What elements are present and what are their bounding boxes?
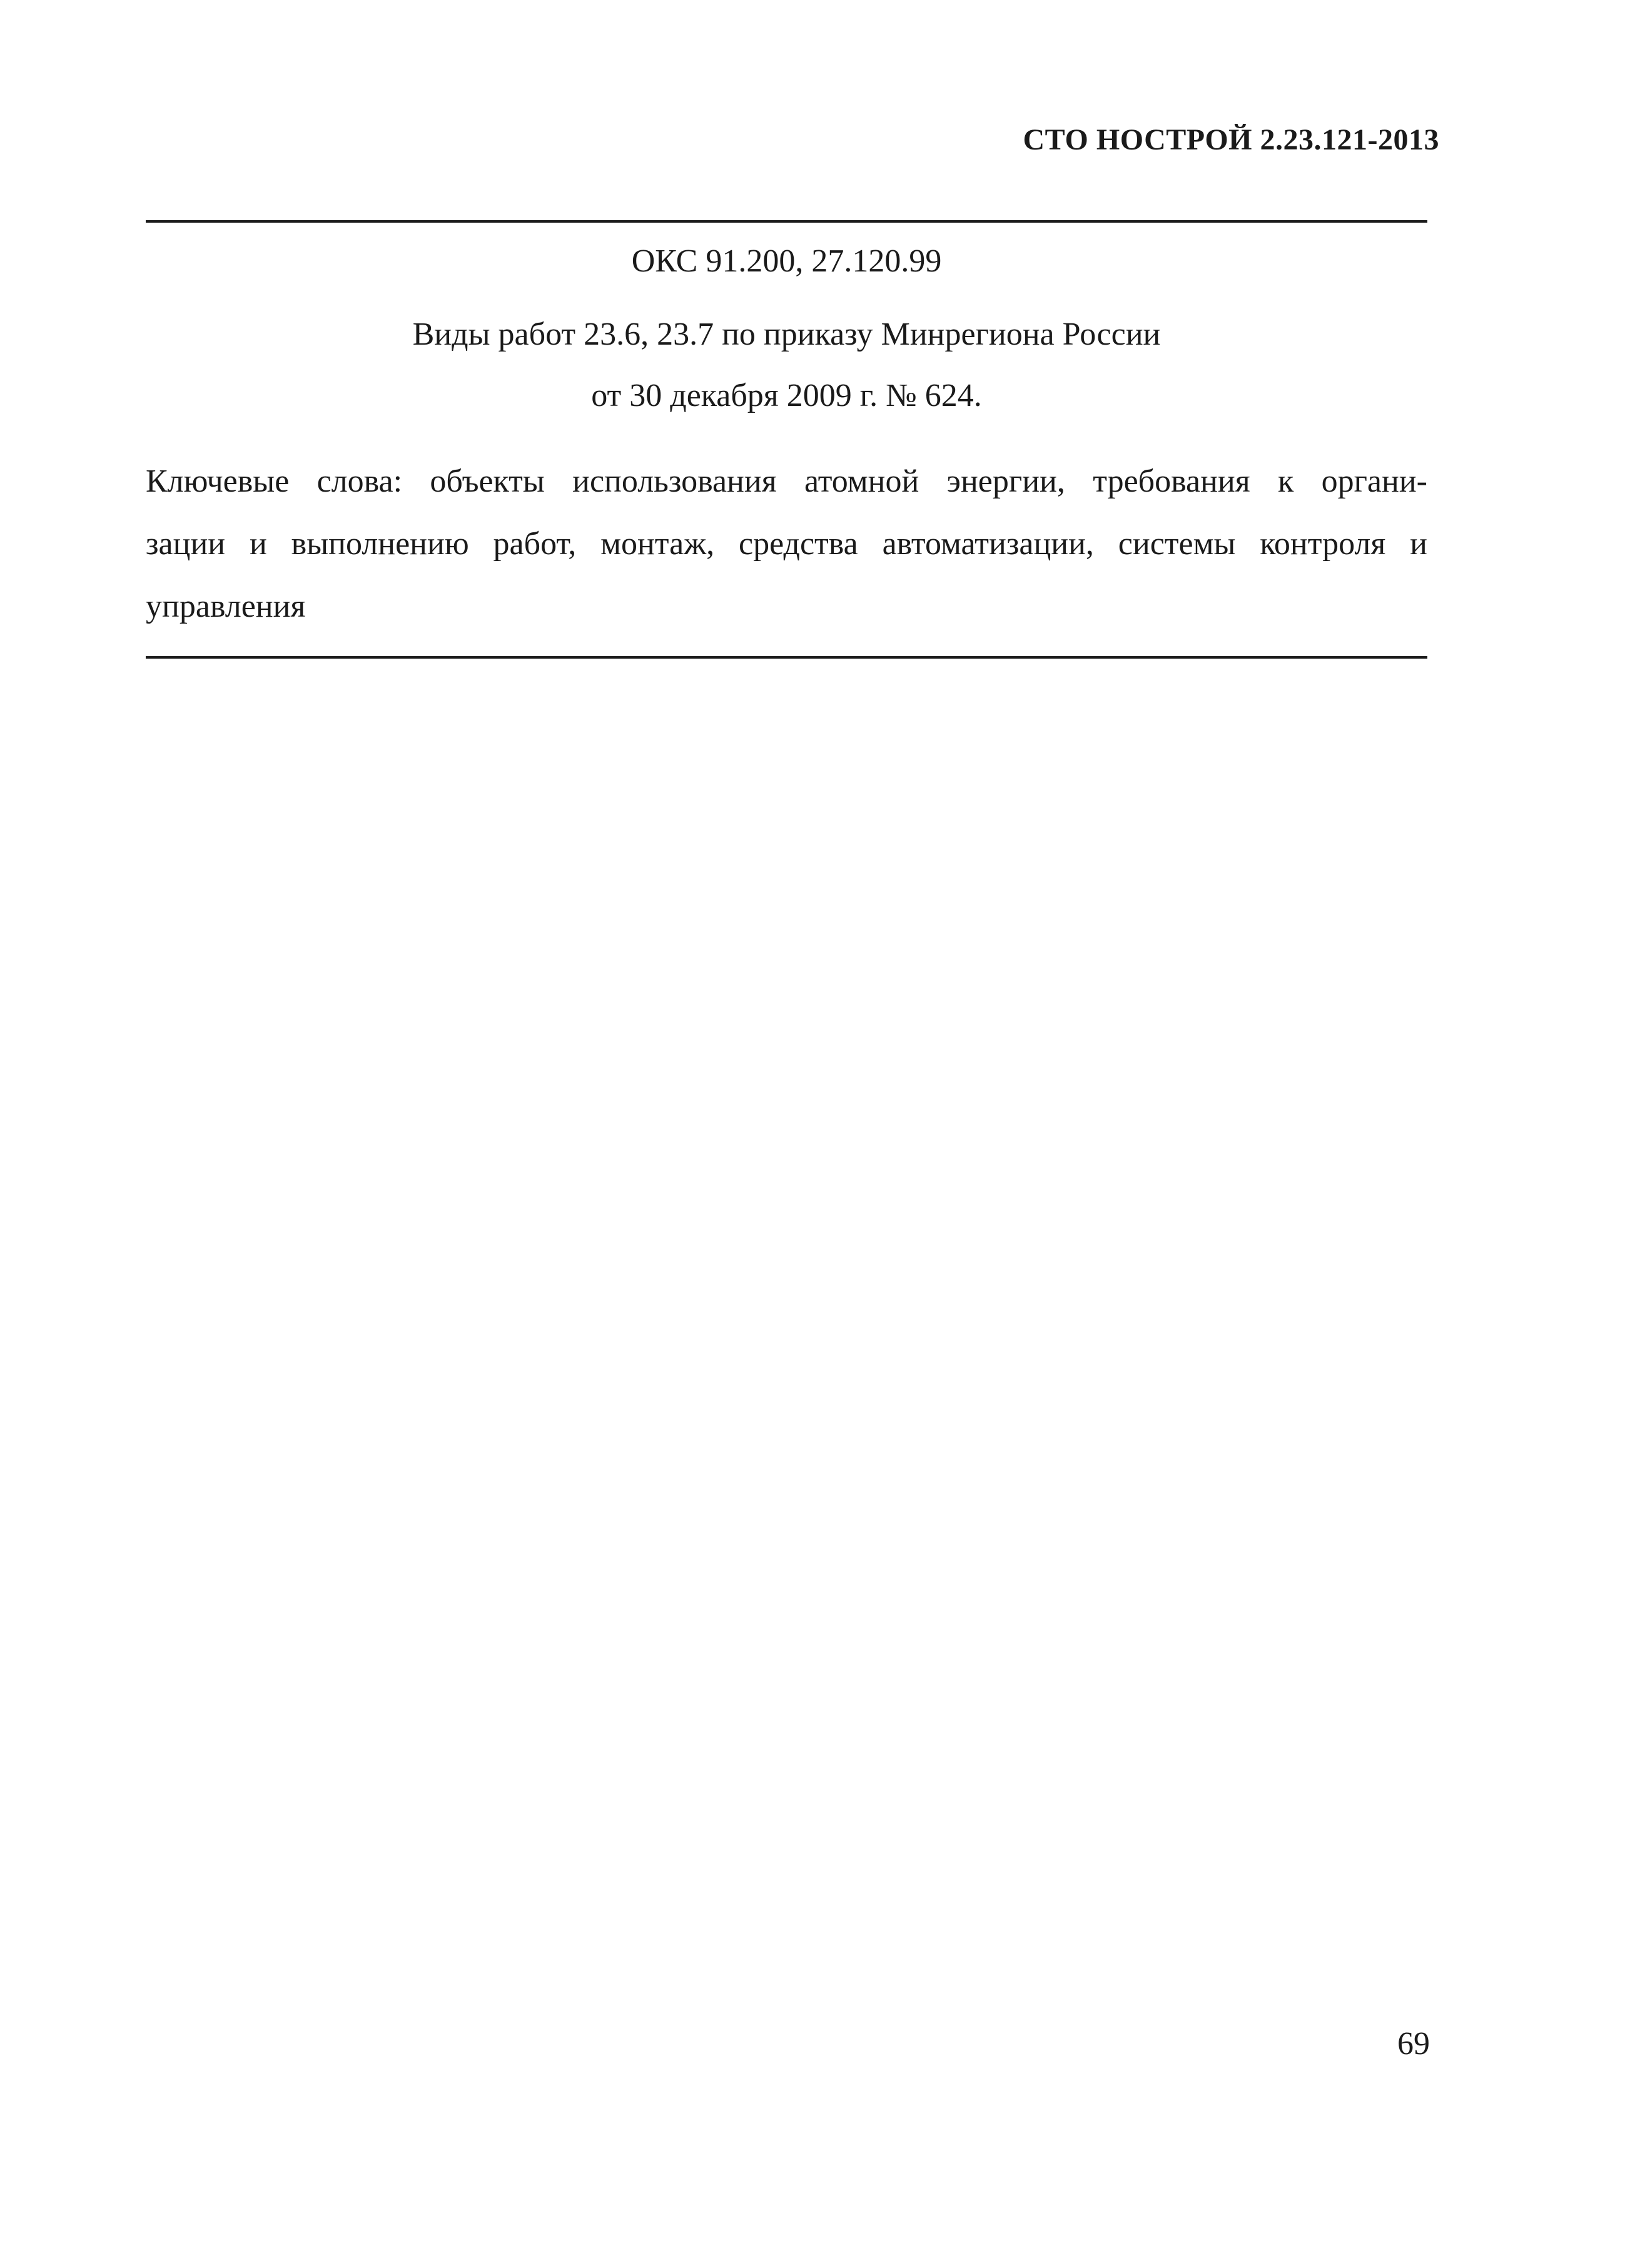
work-types-line: Виды работ 23.6, 23.7 по приказу Минрегиона России [412,316,1161,352]
keywords-line-1: Ключевые слова: объекты использования атомной энергии, требования к органи- [146,463,1427,499]
oks-classification: ОКС 91.200, 27.120.99 [631,243,942,279]
bottom-divider [146,656,1427,659]
keywords-paragraph [146,450,1427,638]
page-number: 69 [1397,2026,1430,2062]
document-code-header: СТО НОСТРОЙ 2.23.121-2013 [1023,123,1439,156]
order-date-line: от 30 декабря 2009 г. № 624. [591,378,982,413]
top-divider [146,220,1427,223]
keywords-line-3: управления [146,589,306,624]
keywords-line-2: зации и выполнению работ, монтаж, средства автоматизации, системы контроля и [146,526,1427,562]
